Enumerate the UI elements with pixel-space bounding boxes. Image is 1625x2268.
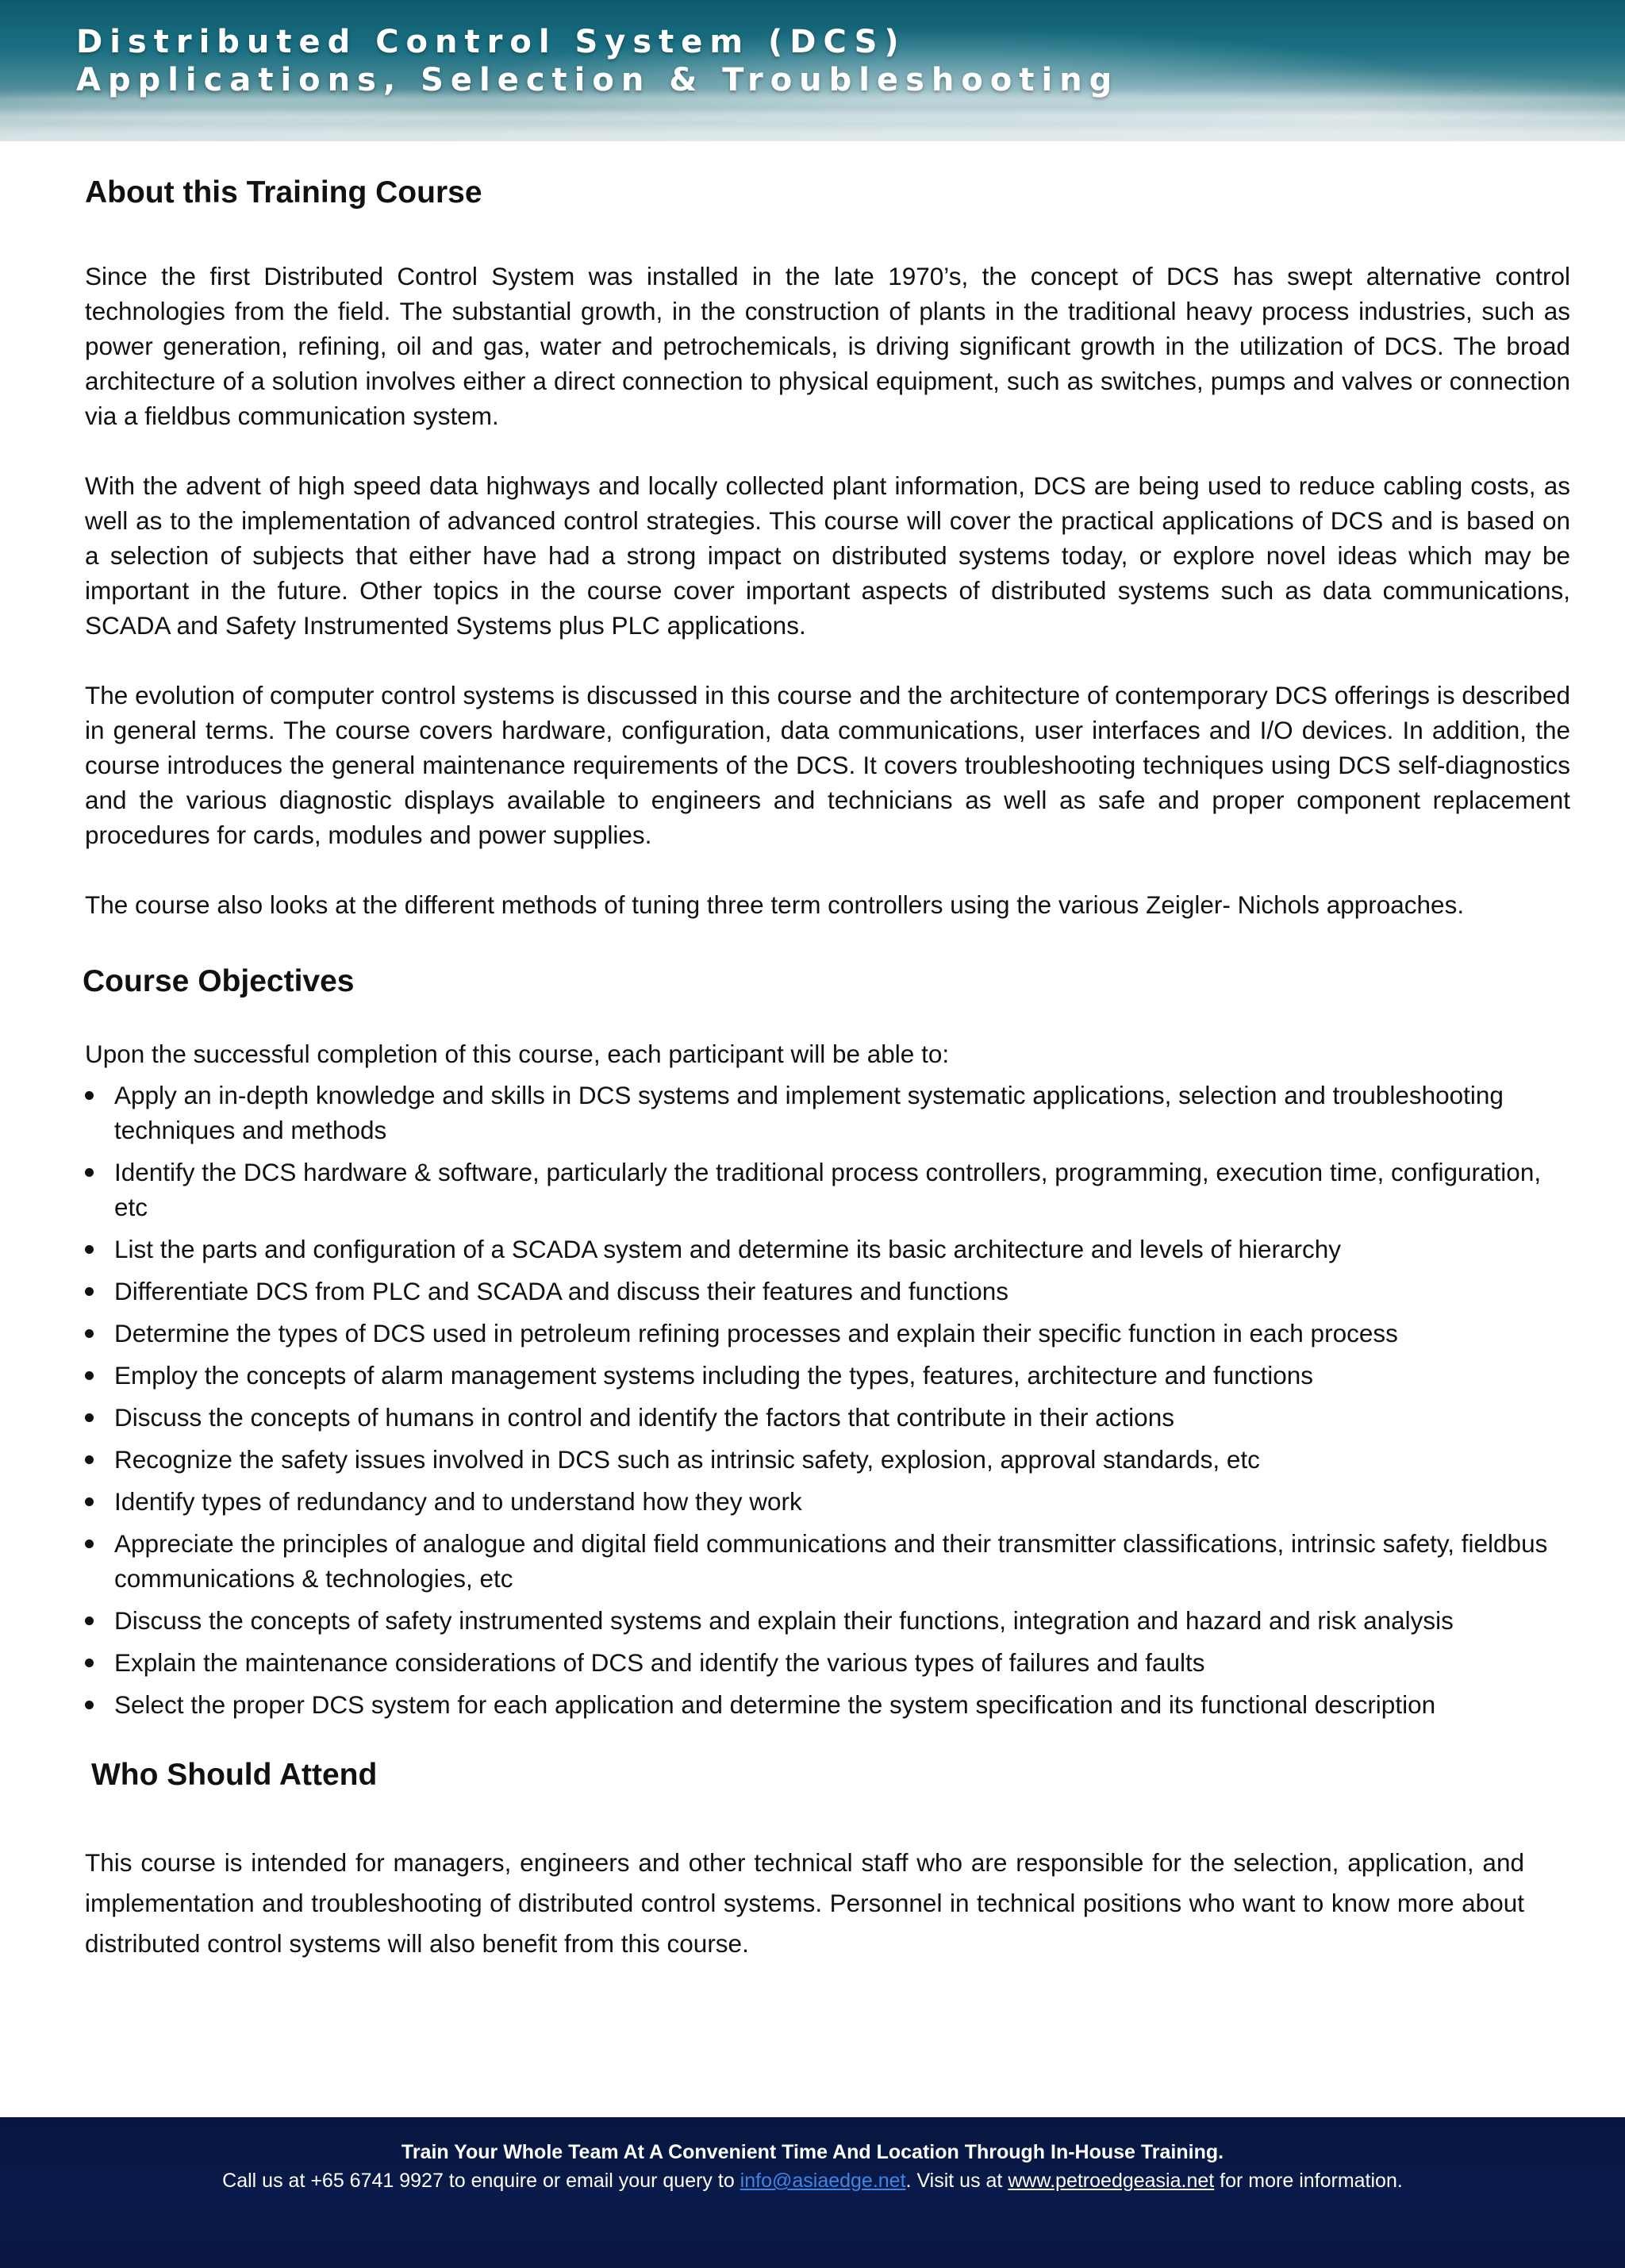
objective-item: Identify the DCS hardware & software, particularly the traditional process controllers, programming, execution time, configuration, etc <box>85 1155 1570 1224</box>
about-paragraph: The evolution of computer control systems is discussed in this course and the architecture of contemporary DCS offerings is described in general terms. The course covers hardware, configuration, data communications, user interfaces and I/O devices. In addition, the course introduces the general maintenance requirements of the DCS. It covers troubleshooting techniques using DCS self-diagnostics and the various diagnostic displays available to engineers and technicians as well as safe and proper component replacement procedures for cards, modules and power supplies. <box>85 681 1570 849</box>
objective-item: Determine the types of DCS used in petroleum refining processes and explain their specific function in each process <box>85 1316 1570 1351</box>
main-content <box>85 173 1570 1964</box>
objective-item: Recognize the safety issues involved in DCS such as intrinsic safety, explosion, approval standards, etc <box>85 1442 1570 1477</box>
about-paragraph: Since the first Distributed Control System was installed in the late 1970’s, the concept of DCS has swept alternative control technologies from the field. The substantial growth, in the construction of plants in the traditional heavy process industries, such as power generation, refining, oil and gas, water and petrochemicals, is driving significant growth in the utilization of DCS. The broad architecture of a solution involves either a direct connection to physical equipment, such as switches, pumps and valves or connection via a fieldbus communication system. <box>85 262 1570 430</box>
objective-item: Apply an in-depth knowledge and skills in DCS systems and implement systematic applications, selection and troubleshooting techniques and methods <box>85 1078 1570 1147</box>
banner-wave-decoration <box>0 127 1625 138</box>
objectives-intro: Upon the successful completion of this course, each participant will be able to: <box>85 1040 950 1068</box>
attend-section <box>85 1755 1570 1964</box>
attend-heading: Who Should Attend <box>91 1758 378 1792</box>
objective-item: Differentiate DCS from PLC and SCADA and discuss their features and functions <box>85 1274 1570 1309</box>
about-heading: About this Training Course <box>85 175 482 210</box>
about-section <box>85 173 1570 922</box>
objective-item: Discuss the concepts of humans in control and identify the factors that contribute in their actions <box>85 1400 1570 1435</box>
objective-item: Select the proper DCS system for each application and determine the system specification and its functional description <box>85 1687 1570 1722</box>
objective-item: Discuss the concepts of safety instrumented systems and explain their functions, integration and hazard and risk analysis <box>85 1603 1570 1638</box>
banner-wave-decoration <box>0 111 1625 122</box>
footer-headline: Train Your Whole Team At A Convenient Time And Location Through In-House Training. <box>401 2141 1224 2163</box>
about-paragraph: The course also looks at the different methods of tuning three term controllers using the various Zeigler- Nichols approaches. <box>85 890 1465 919</box>
footer-banner <box>0 2117 1625 2268</box>
objectives-heading: Course Objectives <box>83 964 355 998</box>
objectives-section <box>85 962 1570 1722</box>
footer-email-link[interactable]: info@asiaedge.net <box>740 2170 906 2192</box>
banner-title-line-1: Distributed Control System (DCS) <box>76 24 906 60</box>
attend-paragraph: This course is intended for managers, engineers and other technical staff who are responsible for the selection, application, and implementation and troubleshooting of distributed control systems. Personnel in technical positions who want to know more about distributed control systems will also benefit from this course. <box>85 1848 1524 1958</box>
objective-item: Identify types of redundancy and to understand how they work <box>85 1484 1570 1519</box>
objectives-list <box>85 1078 1570 1722</box>
footer-contact-line <box>0 2170 1625 2193</box>
header-banner <box>0 0 1625 141</box>
footer-visit-text: . Visit us at <box>905 2170 1003 2192</box>
objective-item: List the parts and configuration of a SCADA system and determine its basic architecture and levels of hierarchy <box>85 1232 1570 1267</box>
footer-suffix-text: for more information. <box>1220 2170 1403 2192</box>
banner-title-line-2: Applications, Selection & Troubleshooting <box>76 62 1120 98</box>
footer-website-link[interactable]: www.petroedgeasia.net <box>1008 2170 1215 2192</box>
objective-item: Appreciate the principles of analogue and digital field communications and their transmitter classifications, intrinsic safety, fieldbus communications & technologies, etc <box>85 1526 1570 1596</box>
objective-item: Explain the maintenance considerations of DCS and identify the various types of failures and faults <box>85 1645 1570 1680</box>
objective-item: Employ the concepts of alarm management systems including the types, features, architecture and functions <box>85 1358 1570 1393</box>
footer-call-text: Call us at +65 6741 9927 to enquire or email your query to <box>222 2170 735 2192</box>
about-paragraph: With the advent of high speed data highways and locally collected plant information, DCS are being used to reduce cabling costs, as well as to the implementation of advanced control strategies. This course will cover the practical applications of DCS and is based on a selection of subjects that either have had a strong impact on distributed systems today, or explore novel ideas which may be important in the future. Other topics in the course cover important aspects of distributed systems such as data communications, SCADA and Safety Instrumented Systems plus PLC applications. <box>85 471 1570 640</box>
